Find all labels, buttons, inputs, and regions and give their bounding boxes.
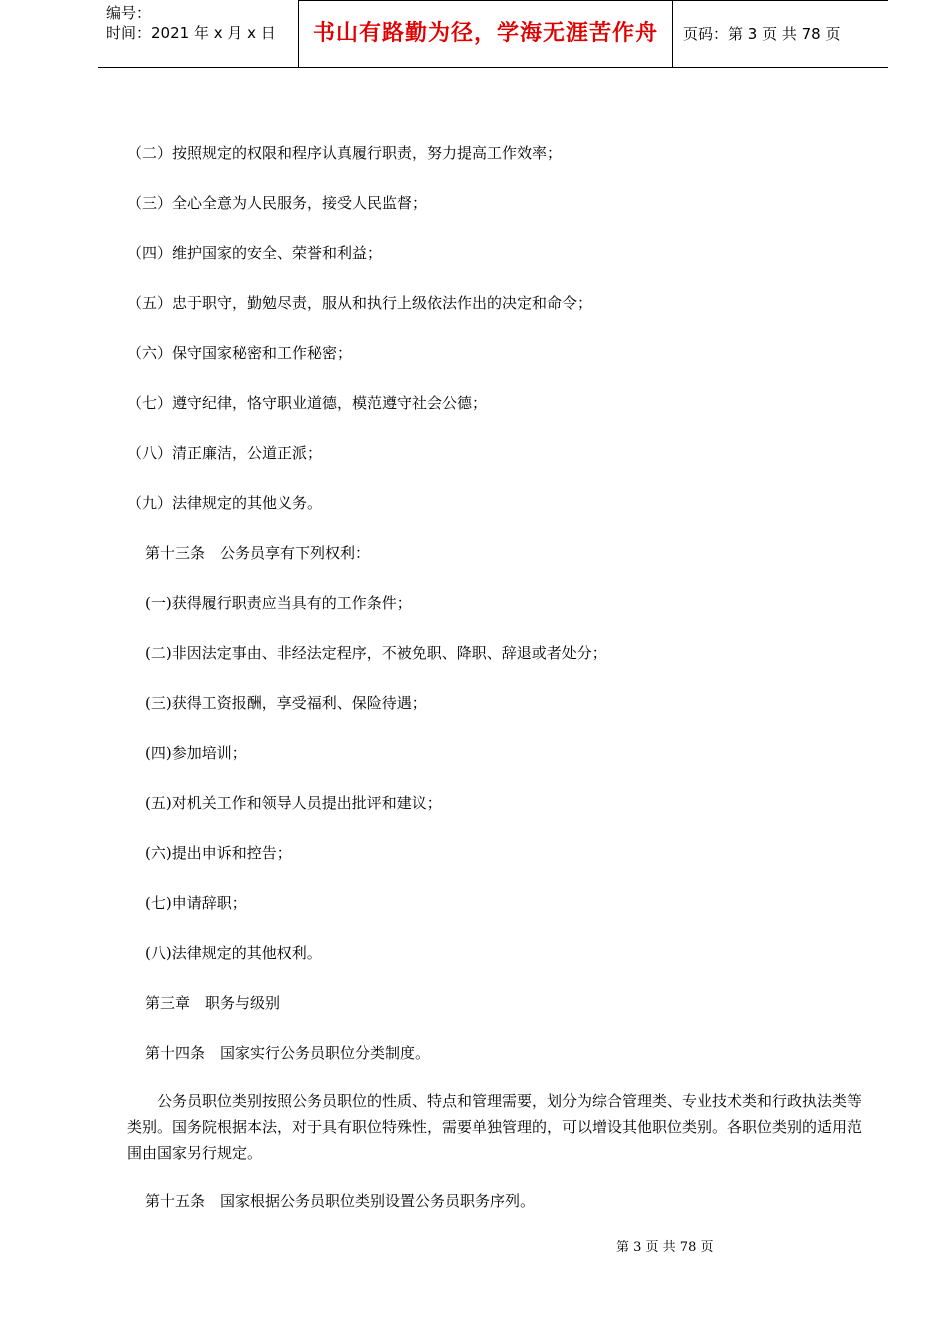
list-item: (三)获得工资报酬，享受福利、保险待遇； xyxy=(145,694,427,712)
list-item: （四）维护国家的安全、荣誉和利益； xyxy=(127,244,383,262)
list-item: （七）遵守纪律，恪守职业道德，模范遵守社会公德； xyxy=(127,394,488,412)
list-item: （八）清正廉洁，公道正派； xyxy=(127,444,323,462)
list-item: （九）法律规定的其他义务。 xyxy=(127,494,323,512)
list-item: （二）按照规定的权限和程序认真履行职责，努力提高工作效率； xyxy=(127,144,563,162)
header-motto: 书山有路勤为径，学海无涯苦作舟 xyxy=(299,0,673,68)
list-item: （五）忠于职守，勤勉尽责，服从和执行上级依法作出的决定和命令； xyxy=(127,294,593,312)
article-heading: 第十五条 国家根据公务员职位类别设置公务员职务序列。 xyxy=(145,1192,536,1210)
page-header xyxy=(98,0,888,68)
list-item: (八)法律规定的其他权利。 xyxy=(145,944,322,962)
serial-label: 编号： xyxy=(106,4,152,22)
article-heading: 第十三条 公务员享有下列权利： xyxy=(145,544,371,562)
body-paragraph: 公务员职位类别按照公务员职位的性质、特点和管理需要，划分为综合管理类、专业技术类和行政执法类等类别。国务院根据本法，对于具有职位特殊性，需要单独管理的，可以增设其他职位类别。各职位类别的适用范围由国家另行规定。 xyxy=(127,1092,863,1162)
list-item: (七)申请辞职； xyxy=(145,894,247,912)
list-item: (五)对机关工作和领导人员提出批评和建议； xyxy=(145,794,442,812)
list-item: (一)获得履行职责应当具有的工作条件； xyxy=(145,594,412,612)
header-page-info: 页码：第 3 页 共 78 页 xyxy=(683,25,841,43)
list-item: (四)参加培训； xyxy=(145,744,247,762)
article-heading: 第十四条 国家实行公务员职位分类制度。 xyxy=(145,1044,431,1062)
header-meta xyxy=(98,0,299,68)
footer-page-number: 第 3 页 共 78 页 xyxy=(616,1240,714,1255)
time-label: 时间：2021 年 x 月 x 日 xyxy=(106,24,276,42)
list-item: （六）保守国家秘密和工作秘密； xyxy=(127,344,353,362)
list-item: （三）全心全意为人民服务，接受人民监督； xyxy=(127,194,428,212)
chapter-heading: 第三章 职务与级别 xyxy=(145,994,281,1012)
list-item: (二)非因法定事由、非经法定程序，不被免职、降职、辞退或者处分； xyxy=(145,644,607,662)
list-item: (六)提出申诉和控告； xyxy=(145,844,292,862)
